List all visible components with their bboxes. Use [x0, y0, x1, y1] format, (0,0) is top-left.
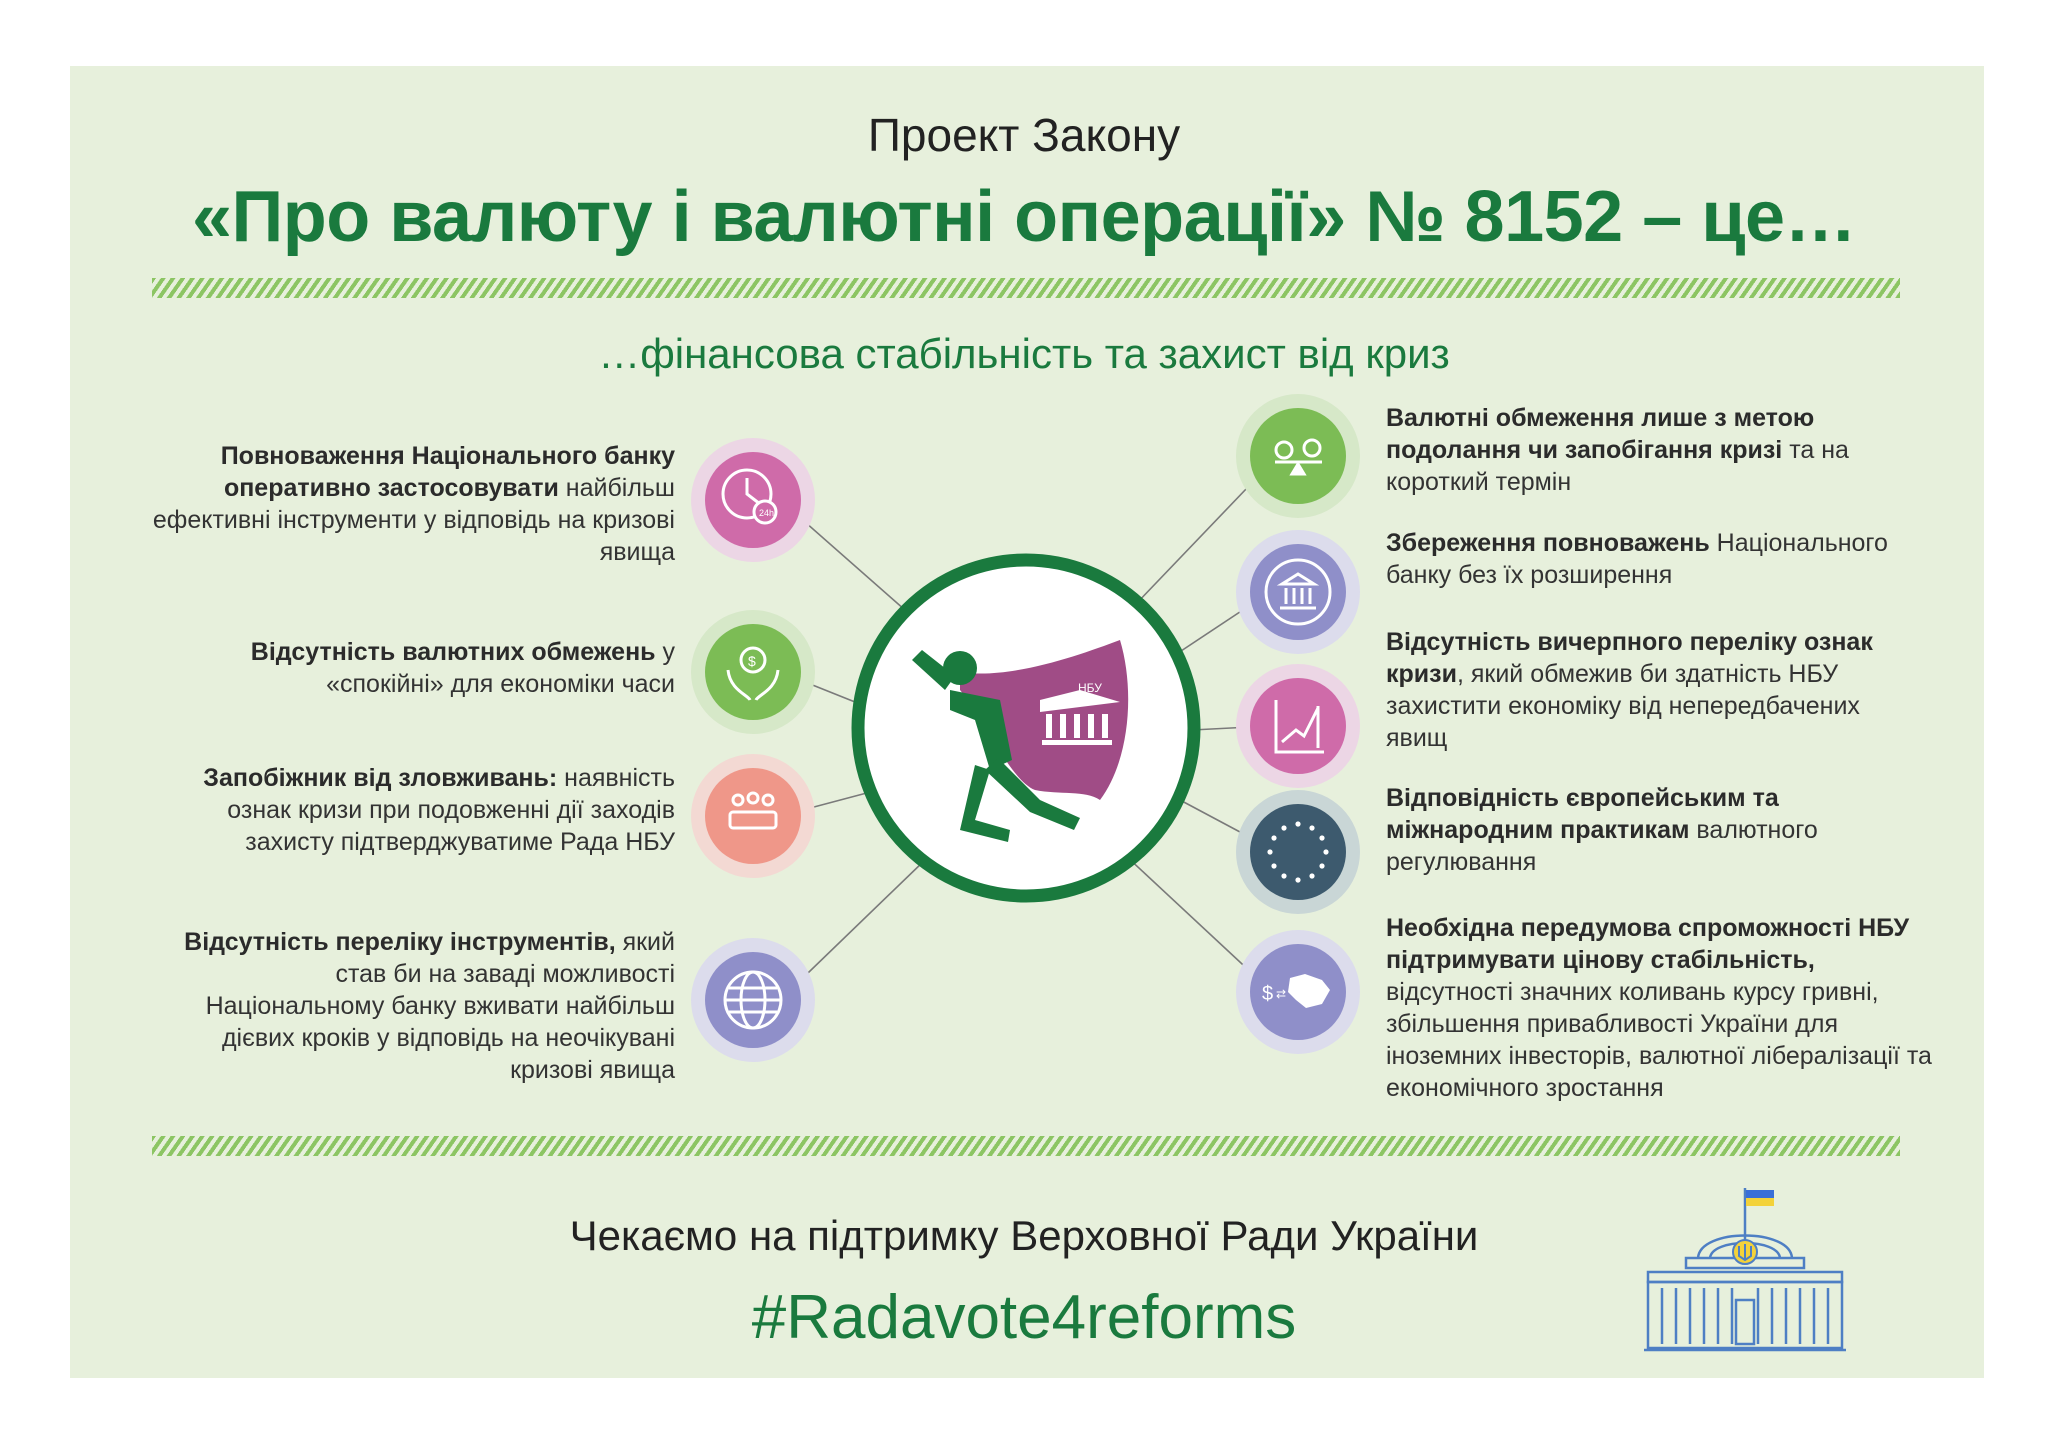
right-item-2-text: Національного банку без їх розширення: [1386, 529, 1888, 589]
flag-blue: [1746, 1190, 1774, 1198]
right-item-4: [1386, 782, 1926, 878]
left-item-4: [150, 926, 675, 1086]
left-item-4-text: який став би на заваді можливості Національному банку вживати найбільш дієвих кроків у відповідь на неочікувані кризові явища: [205, 928, 675, 1084]
left-icon-4: [691, 938, 815, 1062]
right-item-1: [1386, 402, 1926, 498]
parliament-building-icon: [1640, 1180, 1850, 1360]
left-item-3: [150, 762, 675, 858]
right-item-2: [1386, 527, 1926, 591]
right-item-1-bold: Валютні обмеження лише з метою подолання чи запобігання кризі: [1386, 404, 1815, 464]
left-item-2-bold: Відсутність валютних обмежень: [250, 638, 656, 666]
right-icon-3: [1236, 664, 1360, 788]
right-item-5: [1386, 912, 1936, 1104]
left-item-3-bold: Запобіжник від зловживань:: [203, 764, 558, 792]
center-emblem: [858, 560, 1194, 896]
left-item-2-text: у «спокійні» для економіки часи: [326, 638, 675, 698]
right-item-4-text: валютного регулювання: [1386, 816, 1818, 876]
right-icon-1: [1236, 394, 1360, 518]
right-item-1-text: та на короткий термін: [1386, 436, 1849, 496]
left-item-1-text: найбільш ефективні інструменти у відповідь на кризові явища: [152, 474, 675, 566]
title-line2: «Про валюту і валютні операції» № 8152 – це…: [191, 177, 1857, 257]
title-line1: Проект Закону: [867, 109, 1181, 161]
cape-label: НБУ: [1078, 681, 1102, 695]
footer-hashtag: #Radavote4reforms: [751, 1283, 1297, 1352]
right-item-5-text: відсутності значних коливань курсу гривні, збільшення привабливості України для іноземних інвесторів, валютної лібералізації та економічного зростання: [1386, 978, 1932, 1102]
svg-text:$: $: [748, 653, 756, 669]
svg-text:24h: 24h: [759, 508, 775, 518]
bottom-divider: [152, 1136, 1900, 1156]
right-item-5-bold: Необхідна передумова спроможності НБУ підтримувати цінову стабільність,: [1386, 914, 1910, 974]
left-icon-1: [691, 438, 815, 562]
right-item-3: [1386, 626, 1926, 754]
right-item-3-bold: Відсутність вичерпного переліку ознак кризи: [1386, 628, 1873, 688]
left-icon-2: [691, 610, 815, 734]
left-item-1: [150, 440, 675, 568]
left-item-4-bold: Відсутність переліку інструментів,: [184, 928, 616, 956]
svg-text:$: $: [1262, 983, 1274, 1005]
right-icon-4: [1236, 790, 1360, 914]
right-item-2-bold: Збереження повноважень: [1386, 529, 1710, 557]
left-item-2: [200, 636, 675, 700]
svg-text:⇄: ⇄: [1276, 987, 1287, 1001]
right-icon-5: [1236, 930, 1360, 1054]
right-item-4-bold: Відповідність європейським та міжнародним практикам: [1386, 784, 1779, 844]
left-item-1-bold: Повноваження Національного банку оперативно застосовувати: [220, 442, 675, 502]
subtitle: …фінансова стабільність та захист від криз: [598, 330, 1450, 377]
left-item-3-text: наявність ознак кризи при подовженні дії заходів захисту підтверджуватиме Рада НБУ: [227, 764, 675, 856]
right-item-3-text: , який обмежив би здатність НБУ захистити економіку від непередбачених явищ: [1386, 660, 1860, 752]
flag-yellow: [1746, 1198, 1774, 1206]
right-icon-2: [1236, 530, 1360, 654]
left-icon-3: [691, 754, 815, 878]
footer-call: Чекаємо на підтримку Верховної Ради України: [569, 1212, 1479, 1259]
